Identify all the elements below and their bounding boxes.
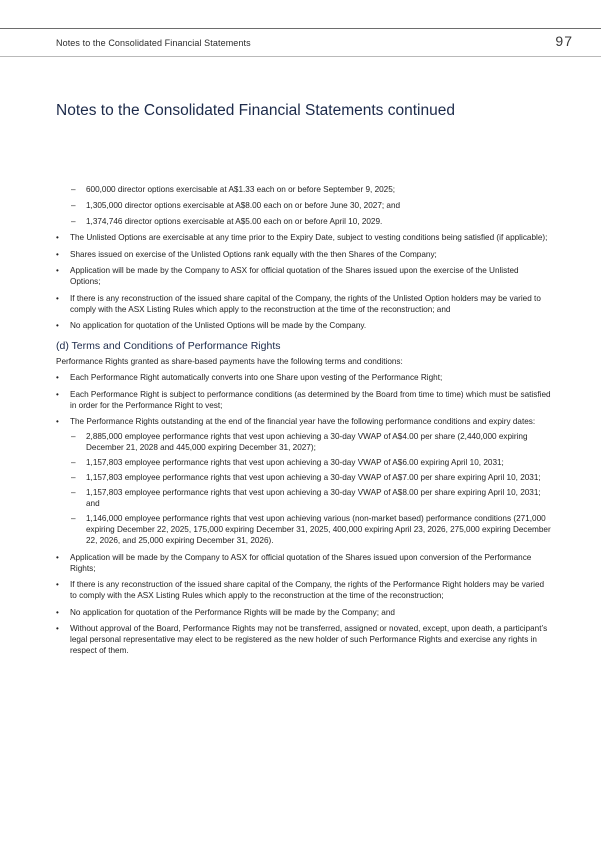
list-item: • Each Performance Right is subject to performance conditions (as determined by the Board from time to time) which must be satisfied in order for the Performance Right to vest; [56,389,551,411]
list-item-text: The Performance Rights outstanding at the end of the financial year have the following performance conditions and expiry dates: [70,417,536,426]
list-item: – 1,157,803 employee performance rights that vest upon achieving a 30-day VWAP of A$6.00 expiring April 10, 2031; [70,457,551,468]
list-item: • No application for quotation of the Performance Rights will be made by the Company; and [56,607,551,618]
running-header-title: Notes to the Consolidated Financial Statements [56,38,251,48]
header-top-rule [0,28,601,29]
list-item: • Application will be made by the Company to ASX for official quotation of the Shares issued upon conversion of the Performance Rights; [56,552,551,574]
list-item [56,416,551,546]
performance-rights-terms-list [56,372,551,656]
page-number: 97 [555,33,573,49]
list-item: • Shares issued on exercise of the Unlisted Options rank equally with the then Shares of the Company; [56,249,551,260]
director-options-list [56,184,551,227]
list-item: – 1,157,803 employee performance rights that vest upon achieving a 30-day VWAP of A$8.00 per share expiring April 10, 2031; and [70,487,551,509]
unlisted-options-terms-list [56,232,551,331]
list-item: – 1,157,803 employee performance rights that vest upon achieving a 30-day VWAP of A$7.00 per share expiring April 10, 2031; [70,472,551,483]
list-item: • The Unlisted Options are exercisable at any time prior to the Expiry Date, subject to vesting conditions being satisfied (if applicable); [56,232,551,243]
list-item: • If there is any reconstruction of the issued share capital of the Company, the rights of the Unlisted Option holders may be varied to comply with the ASX Listing Rules which apply to the reconstruction at the time of the reconstruction; and [56,293,551,315]
list-item: – 1,374,746 director options exercisable at A$5.00 each on or before April 10, 2029. [56,216,551,227]
list-item: • Without approval of the Board, Performance Rights may not be transferred, assigned or novated, except, upon death, a participant’s legal personal representative may elect to be registered as the new holder of such Performance Rights and exercise any rights in respect of them. [56,623,551,656]
list-item: • No application for quotation of the Unlisted Options will be made by the Company. [56,320,551,331]
performance-rights-outstanding-list [70,431,551,546]
list-item: • Application will be made by the Company to ASX for official quotation of the Shares issued upon the exercise of the Unlisted Options; [56,265,551,287]
list-item: • Each Performance Right automatically converts into one Share upon vesting of the Performance Right; [56,372,551,383]
list-item: – 600,000 director options exercisable at A$1.33 each on or before September 9, 2025; [56,184,551,195]
section-heading: (d) Terms and Conditions of Performance Rights [56,340,281,352]
document-body [56,184,551,662]
list-item: – 1,146,000 employee performance rights that vest upon achieving various (non-market based) performance conditions (271,000 expiring December 22, 2025, 175,000 expiring December 31, 2025, 400,000 expiring April 23, 2026, 275,000 expiring December 22, 2026, and 25,000 expiring December 31, 2026). [70,513,551,546]
section-intro: Performance Rights granted as share-based payments have the following terms and conditions: [56,357,403,366]
header-bottom-rule [0,56,601,57]
list-item: – 2,885,000 employee performance rights that vest upon achieving a 30-day VWAP of A$4.00 per share (2,440,000 expiring December 21, 2028 and 445,000 expiring December 31, 2027); [70,431,551,453]
list-item: • If there is any reconstruction of the issued share capital of the Company, the rights of the Performance Right holders may be varied to comply with the ASX Listing Rules which apply to the reconstruction at the time of the reconstruction; [56,579,551,601]
list-item: – 1,305,000 director options exercisable at A$8.00 each on or before June 30, 2027; and [56,200,551,211]
page-title: Notes to the Consolidated Financial Statements continued [56,102,455,119]
